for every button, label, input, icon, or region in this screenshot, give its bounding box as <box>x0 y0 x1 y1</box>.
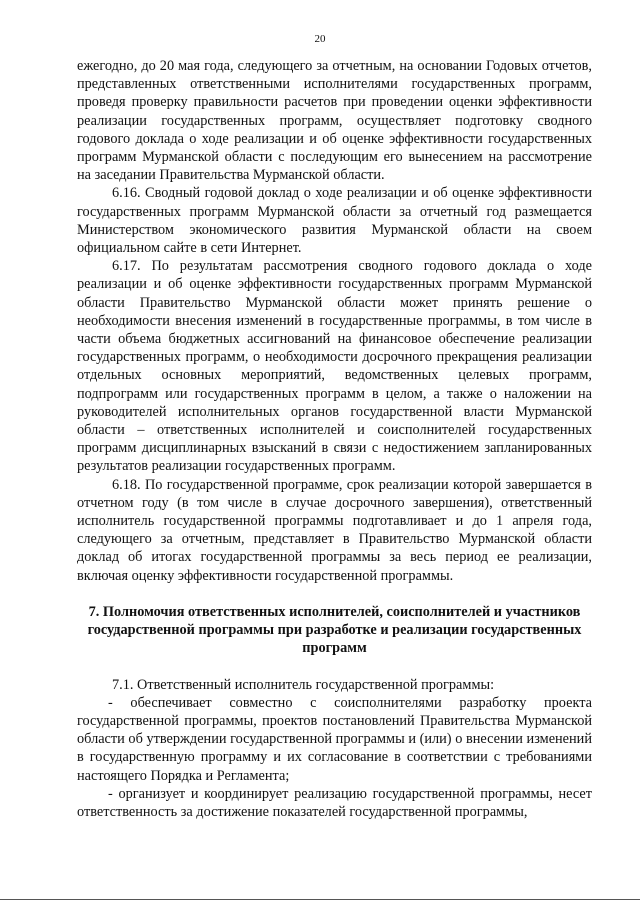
paragraph-continuation: ежегодно, до 20 мая года, следующего за отчетным, на основании Годовых отчетов, представленных ответственными исполнителями государственных программ, проведя проверку правильности расчетов при проведении оценки эффективности реализации государственных программ, осуществляет подготовку сводного годового доклада о ходе реализации и об оценке эффективности государственных программ Мурманской области с последующим его вынесением на рассмотрение на заседании Правительства Мурманской области. <box>77 58 592 184</box>
page-number: 20 <box>314 33 326 45</box>
paragraph-7-1: 7.1. Ответственный исполнитель государственной программы: <box>112 676 495 693</box>
paragraph-6-18: 6.18. По государственной программе, срок реализации которой завершается в отчетном году (в том числе в случае досрочного завершения), ответственный исполнитель государственной программы подготавливает и до 1 апреля года, следующего за отчетным, представляет в Правительство Мурманской области доклад об итогах государственной программы за весь период ее реализации, включая оценку эффективности государственной программы. <box>77 476 592 584</box>
paragraph-6-16: 6.16. Сводный годовой доклад о ходе реализации и об оценке эффективности государственных программ Мурманской области за отчетный год размещается Министерством экономического развития Мурманской области на своем официальном сайте в сети Интернет. <box>77 185 592 257</box>
section-heading: 7. Полномочия ответственных исполнителей, соисполнителей и участников государственной программы при разработке и реализации государственных программ <box>87 603 582 657</box>
document-body <box>77 57 592 821</box>
list-item-provides: - обеспечивает совместно с соисполнителями разработку проекта государственной программы, проектов постановлений Правительства Мурманской области об утверждении государственной программы и (или) о внесении изменений в государственную программу и их согласование в соответствии с требованиями настоящего Порядка и Регламента; <box>77 694 592 784</box>
paragraph-6-17: 6.17. По результатам рассмотрения сводного годового доклада о ходе реализации и об оценке эффективности государственных программ Мурманской области Правительство Мурманской области может принять решение о необходимости внесения изменений в государственные программы, в том числе в части объема бюджетных ассигнований на финансовое обеспечение реализации государственных программ, о необходимости досрочного прекращения реализации отдельных основных мероприятий, ведомственных целевых программ, подпрограмм или государственных программ в целом, а также о наложении на руководителей исполнительных органов государственной власти Мурманской области – ответственных исполнителей и соисполнителей государственных программ дисциплинарных взысканий в связи с недостижением запланированных результатов реализации государственных программ. <box>77 258 592 475</box>
footer-divider <box>0 899 640 900</box>
list-item-organizes: - организует и координирует реализацию государственной программы, несет ответственность за достижение показателей государственной программы, <box>77 785 592 820</box>
